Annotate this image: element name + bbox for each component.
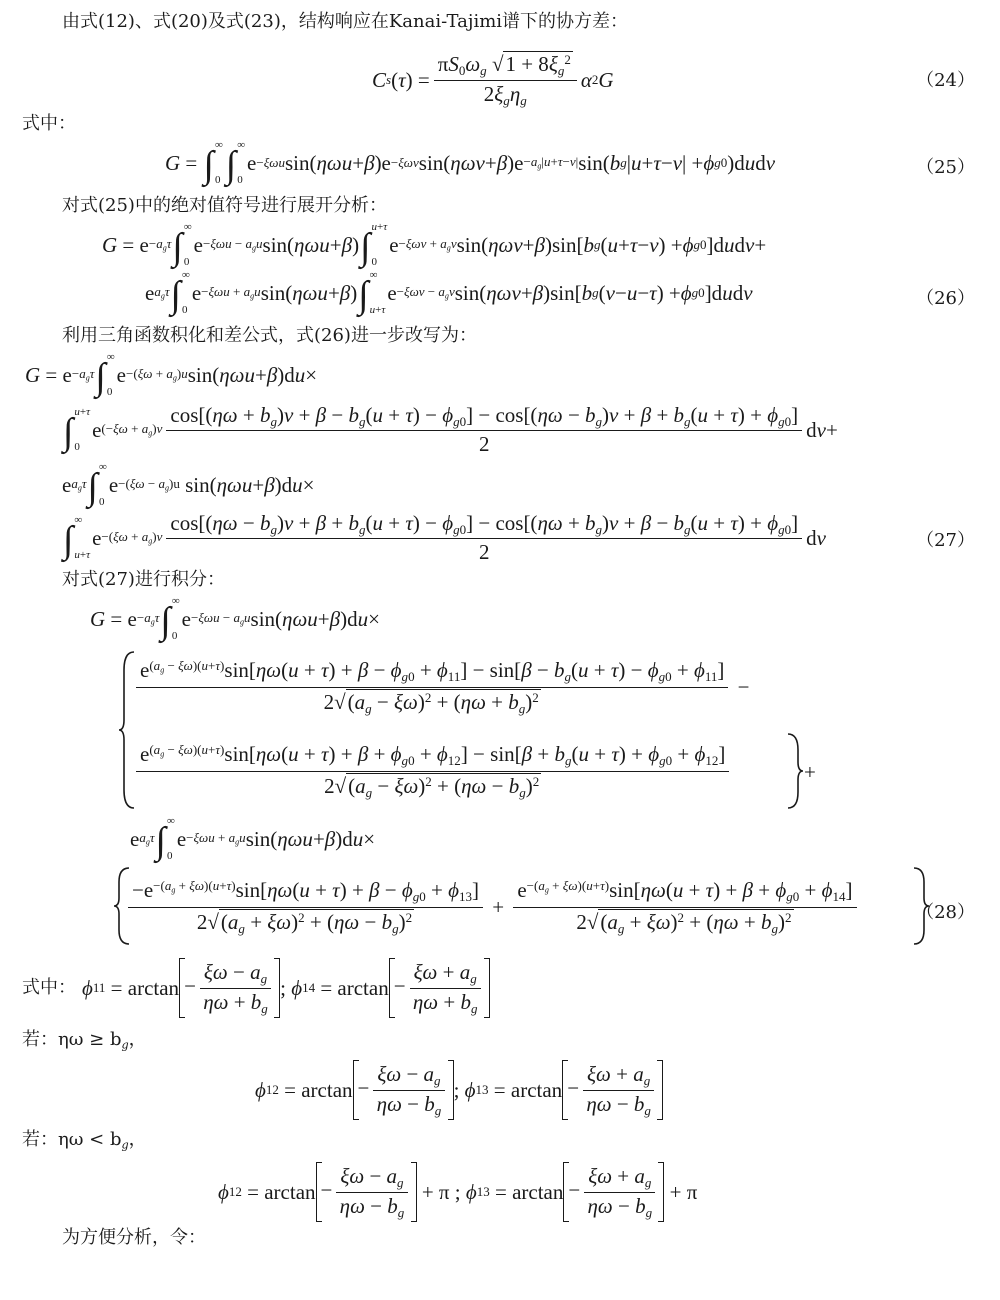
- equation-phi11-phi14: ϕ 11 = arctan − $\frac{\xi\omega - a_g}{\eta\omega + b_g}$ ; ϕ 14 = arctan − $\frac{\xi\omega + a_g}{\eta\omega + b_g}$: [82, 956, 490, 1020]
- paragraph-integrate: 对式(27)进行积分：: [62, 569, 225, 590]
- equation-24: C s ( τ ) = $\frac{\pi S_0\omega_g √1 + 8\xi_g^2}{2\xi_g\eta_g}$ α 2 G: [372, 52, 614, 108]
- equation-28-line-1: G = e $-a_g\tau$ ∫ ∞ 0 e $-\xi\omega u - a_gu$ sin( ηωu + β )d u ×: [90, 595, 380, 642]
- equation-number-27: （27）: [916, 530, 975, 551]
- paragraph-intro-covariance: 由式(12)、式(20)及式(23)，结构响应在Kanai-Tajimi谱下的协方差：: [62, 11, 629, 32]
- equation-phi12-phi13-case-2: ϕ 12 = arctan − $\frac{\xi\omega - a_g}{\eta\omega - b_g}$ + π ; ϕ 13 = arctan − $\frac{\xi\omega + a_g}{\eta\omega - b_g}$ + π: [218, 1163, 698, 1220]
- equation-28-plus: +: [804, 759, 816, 784]
- equation-26-line-1: G = e $-a_g\tau$ ∫ ∞ 0 e $-\xi\omega u - a_gu$ sin( ηωu + β ) ∫ u+τ 0 e $-\xi\omega v + a_gv$ sin( ηωv + β )sin[ b g ( u + τ − v ) + ϕ g0 ]d u d v +: [102, 221, 767, 268]
- paragraph-product-to-sum: 利用三角函数积化和差公式，式(26)进一步改写为：: [62, 325, 477, 346]
- equation-phi12-phi13-case-1: ϕ 12 = arctan − $\frac{\xi\omega - a_g}{\eta\omega - b_g}$ ; ϕ 13 = arctan − $\frac{\xi\omega + a_g}{\eta\omega - b_g}$: [255, 1058, 663, 1122]
- equation-27-line-2: ∫ u+τ 0 e $(-\xi\omega + a_g)v$ $\cos[(\eta\omega + b_g)v + \beta - b_g(u + \tau) - \phi_{g0}] - \cos[(\eta\omega - b_g)v + \beta + b_g(u + \tau) + \phi_{g0}]$ 2 d v +: [63, 402, 838, 457]
- equation-number-26: （26）: [916, 288, 975, 309]
- equation-27-line-3: e $a_g\tau$ ∫ ∞ 0 e $-(\xi\omega - a_g)u$ sin( ηωu + β )d u ×: [62, 461, 315, 508]
- paragraph-absolute-value: 对式(25)中的绝对值符号进行展开分析：: [62, 195, 387, 216]
- equation-26-line-2: e $a_g\tau$ ∫ ∞ 0 e $-\xi\omega u + a_gu$ sin( ηωu + β ) ∫ ∞ u+τ e $-\xi\omega v - a_gv$ sin( ηωv + β )sin[ b g ( v − u − τ ) + ϕ g0 ]d u d v: [145, 269, 753, 316]
- paragraph-where-phi: 式中：: [22, 977, 76, 998]
- paragraph-case-greater-equal: 若：$\eta\omega \ge b_g$，: [22, 1029, 147, 1052]
- equation-28-term-2: $e^{(a_g - \xi\omega)(u+\tau)}\sin[\eta\omega(u + \tau) + \beta + \phi_{g0} + \phi_{12}] - \sin[\beta + b_g(u + \tau) + \phi_{g0} + \phi_{12}]$ $2√(a_g - \xi\omega)^2 + (\eta\omega - b_g)^2$: [132, 736, 733, 806]
- paragraph-case-less: 若：$\eta\omega < b_g$，: [22, 1129, 147, 1152]
- equation-27-line-1: G = e $-a_g\tau$ ∫ ∞ 0 e $-(\xi\omega + a_g)u$ sin( ηωu + β )d u ×: [25, 351, 318, 398]
- right-brace-block-1: [786, 732, 804, 810]
- equation-27-line-4: ∫ ∞ u+τ e $-(\xi\omega + a_g)v$ $\cos[(\eta\omega - b_g)v + \beta + b_g(u + \tau) - \phi_{g0}] - \cos[(\eta\omega + b_g)v + \beta - b_g(u + \tau) + \phi_{g0}]$ 2 d v: [63, 510, 826, 565]
- paragraph-where: 式中：: [22, 113, 76, 134]
- equation-number-24: （24）: [916, 70, 975, 91]
- equation-28-term-1: $e^{(a_g - \xi\omega)(u+\tau)}\sin[\eta\omega(u + \tau) + \beta - \phi_{g0} + \phi_{11}] - \sin[\beta - b_g(u + \tau) - \phi_{g0} + \phi_{11}]$ $2√(a_g - \xi\omega)^2 + (\eta\omega + b_g)^2$ −: [132, 652, 750, 722]
- equation-25: G = ∫ ∞ 0 ∫ ∞ 0 e −ξωu sin( ηωu + β )e −ξωv sin( ηωv + β )e $-a_g|u+\tau-v|$ sin( b g | u + τ − v | + ϕ g0 )d u d v: [165, 139, 776, 186]
- paragraph-for-convenience: 为方便分析，令：: [62, 1227, 206, 1248]
- equation-number-25: （25）: [916, 157, 975, 178]
- equation-number-28: （28）: [916, 902, 975, 923]
- equation-28-line-3: e $a_g\tau$ ∫ ∞ 0 e $-\xi\omega u + a_gu$ sin( ηωu + β )d u ×: [130, 815, 376, 862]
- equation-28-term-3: $\frac{-e^{-(a_g + \xi\omega)(u+\tau)}\sin[\eta\omega(u + \tau) + \beta - \phi_{g0} + \phi_{13}]}{2√(a_g + \xi\omega)^2 + (\eta\omega - b_g)^2}$ + $\frac{e^{-(a_g + \xi\omega)(u+\tau)}\sin[\eta\omega(u + \tau) + \beta + \phi_{g0} + \phi_{14}]}{2√(a_g + \xi\omega)^2 + (\eta\omega + b_g)^2}$: [124, 872, 861, 942]
